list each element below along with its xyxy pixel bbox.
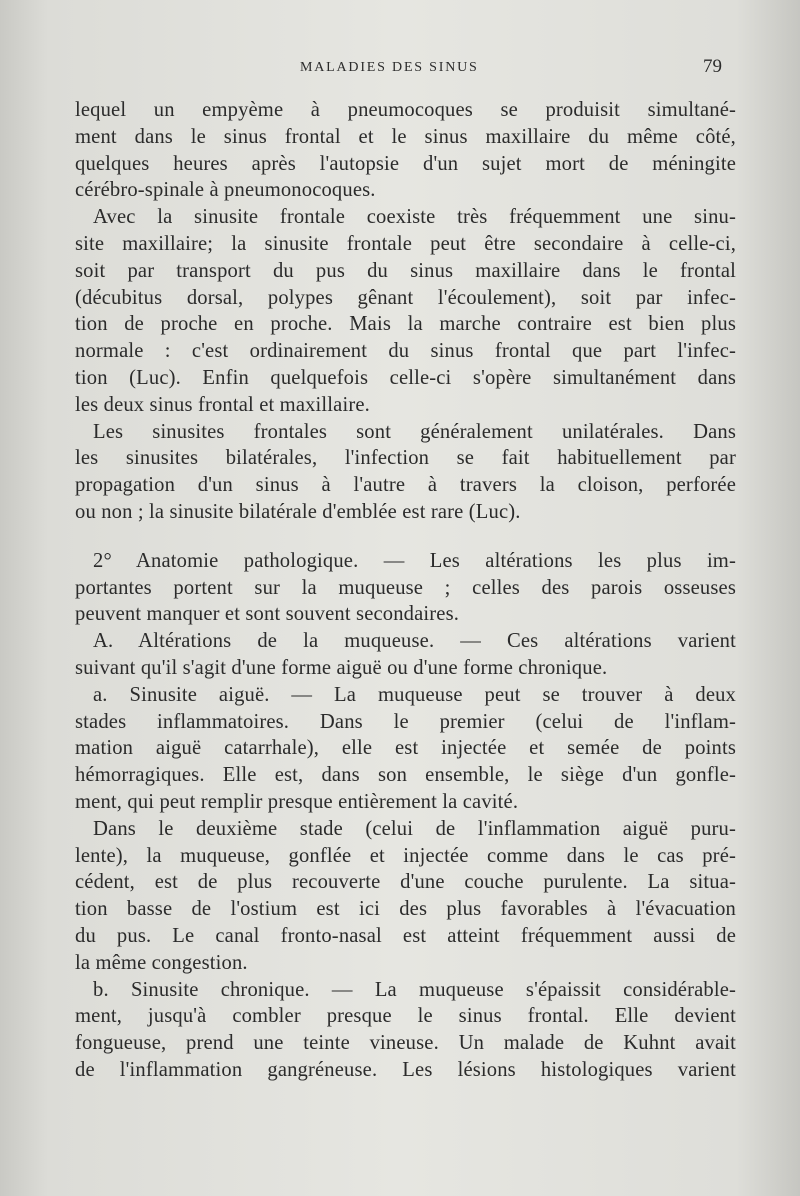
text-line: site maxillaire; la sinusite frontale peut être secondaire à celle-ci, <box>75 232 736 255</box>
text-line: les sinusites bilatérales, l'infection se fait habituellement par <box>75 447 736 470</box>
text-line: stades inflammatoires. Dans le premier (celui de l'inflam- <box>75 710 736 733</box>
text-line: peuvent manquer et sont souvent secondaires. <box>75 603 460 626</box>
text-line: de l'inflammation gangréneuse. Les lésions histologiques varient <box>75 1058 736 1081</box>
section-spacer <box>75 526 736 548</box>
text-line: propagation d'un sinus à l'autre à travers la cloison, perforée <box>75 474 736 497</box>
text-line: ment dans le sinus frontal et le sinus maxillaire du même côté, <box>75 125 736 148</box>
paragraph-coexistence <box>75 204 736 418</box>
page-number: 79 <box>703 56 722 77</box>
text-line: mation aiguë catarrhale), elle est injectée et semée de points <box>75 737 736 760</box>
text-line: a. Sinusite aiguë. — La muqueuse peut se trouver à deux <box>93 683 736 706</box>
text-line: quelques heures après l'autopsie d'un sujet mort de méningite <box>75 152 736 175</box>
paragraph-anatomie <box>75 548 736 628</box>
text-line: (décubitus dorsal, polypes gênant l'écoulement), soit par infec- <box>75 286 736 309</box>
paragraph-sinusite-chronique <box>75 977 736 1084</box>
text-line: b. Sinusite chronique. — La muqueuse s'épaissit considérable- <box>93 978 736 1001</box>
text-line: portantes portent sur la muqueuse ; celles des parois osseuses <box>75 576 736 599</box>
paragraph-continuation <box>75 97 736 204</box>
text-line: lequel un empyème à pneumocoques se produisit simultané- <box>75 99 736 121</box>
text-line: Les sinusites frontales sont généralement unilatérales. Dans <box>93 420 736 443</box>
text-line: cérébro-spinale à pneumonocoques. <box>75 179 376 202</box>
text-line: la même congestion. <box>75 951 248 974</box>
running-header <box>0 52 800 82</box>
text-line: ment, jusqu'à combler presque le sinus frontal. Elle devient <box>75 1005 736 1028</box>
text-line: Avec la sinusite frontale coexiste très fréquemment une sinu- <box>93 206 736 229</box>
text-line: ou non ; la sinusite bilatérale d'emblée est rare (Luc). <box>75 500 521 523</box>
text-line: hémorragiques. Elle est, dans son ensemble, le siège d'un gonfle- <box>75 764 736 787</box>
text-line: suivant qu'il s'agit d'une forme aiguë ou d'une forme chronique. <box>75 656 608 679</box>
text-line: du pus. Le canal fronto-nasal est atteint fréquemment aussi de <box>75 924 736 947</box>
page-body <box>75 97 736 1084</box>
text-line: soit par transport du pus du sinus maxillaire dans le frontal <box>75 259 736 282</box>
running-title: MALADIES DES SINUS <box>300 60 479 75</box>
paragraph-sinusite-aigue <box>75 682 736 816</box>
text-line: tion (Luc). Enfin quelquefois celle-ci s'opère simultanément dans <box>75 366 736 389</box>
paragraph-alterations <box>75 628 736 682</box>
text-line: tion de proche en proche. Mais la marche contraire est bien plus <box>75 313 736 336</box>
text-line: lente), la muqueuse, gonflée et injectée comme dans le cas pré- <box>75 844 736 867</box>
text-line: les deux sinus frontal et maxillaire. <box>75 393 370 416</box>
text-line: tion basse de l'ostium est ici des plus favorables à l'évacuation <box>75 898 736 921</box>
paragraph-deuxieme-stade <box>75 816 736 977</box>
text-line: normale : c'est ordinairement du sinus frontal que part l'infec- <box>75 340 736 363</box>
subheading-line: A. Altérations de la muqueuse. — Ces altérations varient <box>93 630 736 653</box>
text-line: ment, qui peut remplir presque entièrement la cavité. <box>75 790 519 813</box>
paragraph-bilateral <box>75 419 736 526</box>
text-line: Dans le deuxième stade (celui de l'inflammation aiguë puru- <box>93 817 736 840</box>
text-line: fongueuse, prend une teinte vineuse. Un malade de Kuhnt avait <box>75 1032 736 1055</box>
text-line: cédent, est de plus recouverte d'une couche purulente. La situa- <box>75 871 736 894</box>
section-heading-line: 2° Anatomie pathologique. — Les altérations les plus im- <box>93 549 736 572</box>
